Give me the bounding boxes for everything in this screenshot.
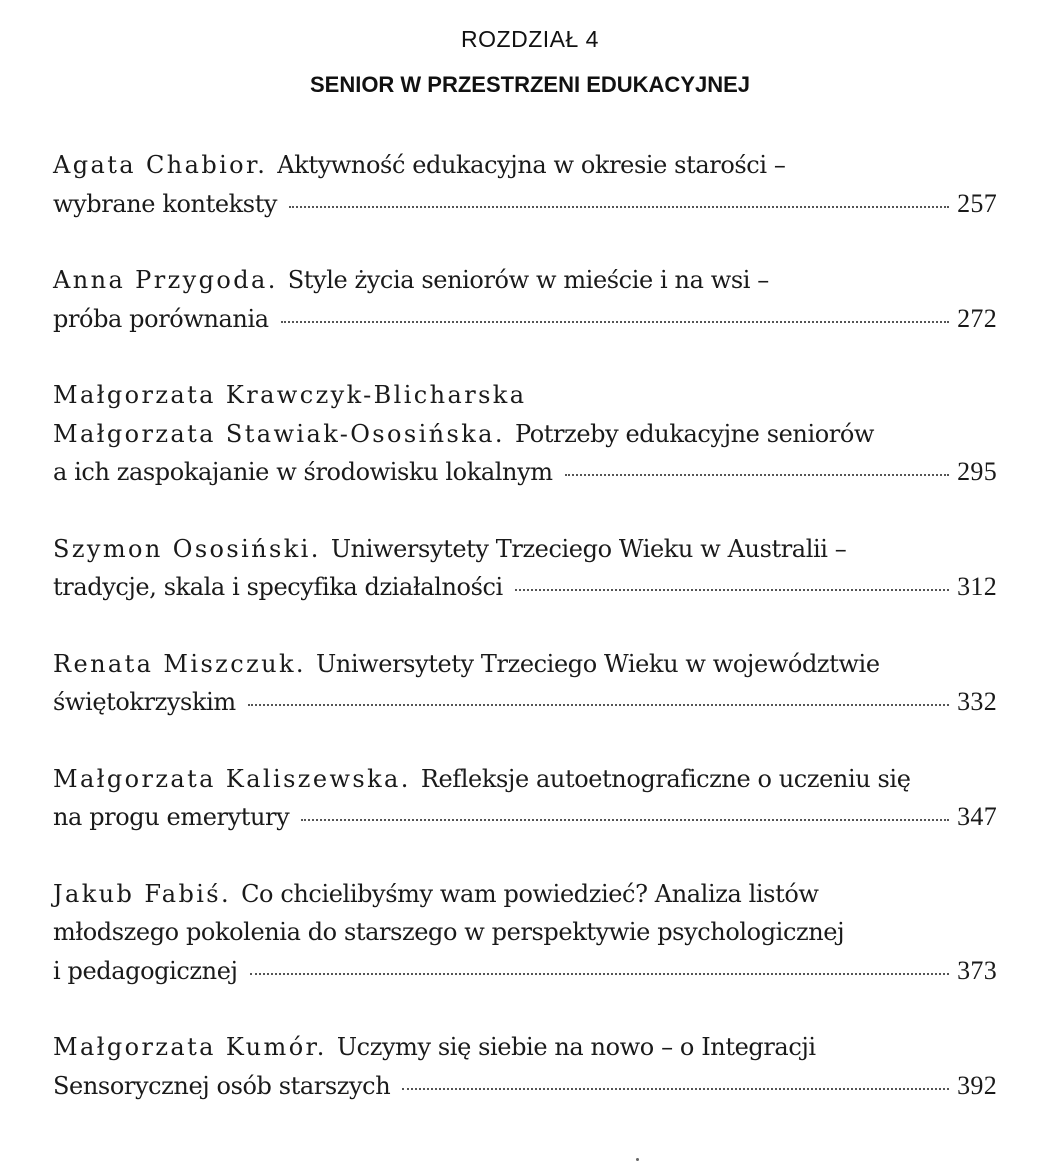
entry-title: Style życia seniorów w mieście i na wsi – — [287, 266, 769, 294]
toc-entry[interactable] — [53, 146, 997, 223]
entry-page-number: 373 — [957, 955, 997, 985]
entry-author: Małgorzata Kaliszewska. — [53, 764, 421, 793]
entry-author: Małgorzata Kumór. — [53, 1033, 337, 1061]
table-of-contents — [53, 146, 997, 1143]
toc-entry[interactable] — [53, 875, 997, 991]
entry-page-number: 272 — [957, 303, 997, 333]
dot-leader — [515, 589, 949, 591]
entry-page-number: 257 — [957, 188, 997, 218]
dot-leader — [250, 973, 950, 975]
entry-title: Sensorycznej osób starszych — [53, 1071, 391, 1100]
entry-page-number: 347 — [957, 802, 997, 831]
toc-entry[interactable] — [53, 760, 997, 837]
entry-title: młodszego pokolenia do starszego w perspektywie psychologicznej — [53, 918, 845, 946]
entry-title: Co chcielibyśmy wam powiedzieć? Analiza listów — [241, 879, 819, 908]
entry-title: a ich zaspokajanie w środowisku lokalnym — [53, 458, 553, 486]
entry-title: Refleksje autoetnograficzne o uczeniu się — [420, 764, 911, 793]
entry-page-number: 312 — [957, 572, 997, 601]
dot-leader — [402, 1088, 949, 1090]
entry-author: Małgorzata Stawiak-Ososińska. — [53, 419, 515, 448]
chapter-title: SENIOR W PRZESTRZENI EDUKACYJNEJ — [309, 72, 751, 97]
entry-title: Aktywność edukacyjna w okresie starości – — [277, 151, 786, 179]
entry-title: Uniwersytety Trzeciego Wieku w województwie — [315, 649, 880, 678]
entry-title: wybrane konteksty — [53, 189, 278, 218]
entry-author: Małgorzata Krawczyk-Blicharska — [53, 381, 527, 409]
entry-page-number: 332 — [957, 687, 997, 716]
entry-page-number: 295 — [957, 457, 997, 486]
entry-title: Uniwersytety Trzeciego Wieku w Australii – — [330, 534, 847, 563]
toc-entry[interactable] — [53, 530, 997, 607]
entry-title: świętokrzyskim — [53, 688, 236, 716]
dot-leader — [565, 474, 949, 476]
dot-leader — [281, 321, 949, 323]
entry-title: próba porównania — [53, 304, 269, 333]
toc-entry[interactable] — [53, 261, 997, 338]
entry-author: Jakub Fabiś. — [53, 879, 242, 908]
entry-title: Potrzeby edukacyjne seniorów — [514, 419, 875, 448]
entry-author: Agata Chabior. — [53, 151, 278, 179]
dot-leader — [248, 704, 949, 706]
entry-author: Renata Miszczuk. — [53, 649, 316, 678]
toc-entry[interactable] — [53, 376, 997, 492]
entry-title: Uczymy się siebie na nowo – o Integracji — [336, 1033, 816, 1061]
entry-title: na progu emerytury — [53, 803, 290, 831]
toc-entry[interactable] — [53, 645, 997, 722]
entry-title: tradycje, skala i specyfika działalności — [53, 573, 503, 601]
entry-page-number: 392 — [957, 1070, 997, 1100]
entry-title: i pedagogicznej — [53, 956, 238, 985]
entry-author: Anna Przygoda. — [53, 266, 288, 294]
dot-leader — [301, 819, 949, 821]
entry-author: Szymon Ososiński. — [53, 534, 331, 563]
toc-entry[interactable] — [53, 1028, 997, 1105]
scan-speck — [636, 1158, 639, 1161]
chapter-label: ROZDZIAŁ 4 — [461, 26, 599, 52]
dot-leader — [289, 206, 949, 208]
